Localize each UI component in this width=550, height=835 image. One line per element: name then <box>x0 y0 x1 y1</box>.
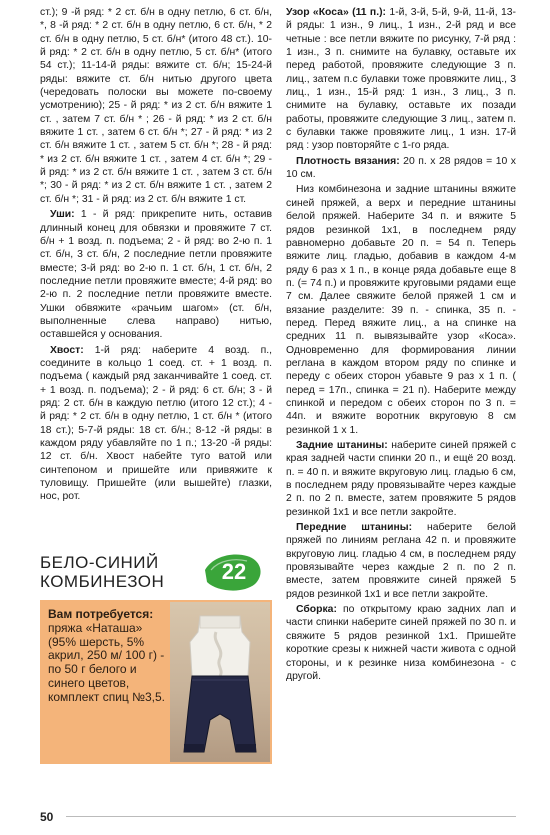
assembly-paragraph <box>286 603 516 683</box>
project-number-badge <box>203 548 265 592</box>
pattern-paragraph <box>286 6 516 153</box>
back-legs-paragraph <box>286 439 516 519</box>
ears-heading: Уши: <box>50 209 75 221</box>
assembly-text: по открытому краю задних лап и части спинки наберите синей пряжей по 30 п. и свяжите 5 рядов резинкой 1х1. Пришейте короткие срезы к нижней части живота с одной стороны, и к резинке низа комбинезона - с другой. <box>286 604 516 682</box>
title-line-2: КОМБИНЕЗОН <box>40 572 165 591</box>
badge-number: 22 <box>221 559 247 584</box>
pattern-text: 1-й, 3-й, 5-й, 9-й, 11-й, 13-й ряды: 1 изн., 9 лиц., 1 изн., 2-й ряд и все четные : все петли вяжите по рисунку, 7-й ряд : 1 изн., 3 п. снимите на булавку, оставьте их перед работой, провяжите следующие 3 п. лиц., затем п.с булавки тоже провяжите лиц., 3 лиц., 1 изн., 15-й ряд: 1 изн., 3 лиц., 3 п. снимите на булавку, оставьте их позади работы, провяжите следующие 3 лиц., затем п. с булавки также провяжите лиц., 1 изн. 17-й ряд : узор повторяйте с 1-го ряда. <box>286 7 517 152</box>
tail-text: 1-й ряд: наберите 4 возд. п., соедините в кольцо 1 соед. ст. + 1 возд. п. подъема ( каждый ряд заканчивайте 1 соед. ст. + 1 возд. п. подъема); 2 - й ряд: 6 ст. б/н; 3 - й ряд: 2 ст. б/н в каждую петлю (итого 12 ст.); 4 - й ряд: * 2 ст. б/н в одну петлю, 1 ст. б/н * (итого 18 ст.); 5-7-й ряды: 18 ст. б/н.; 8-12 -й ряды: в каждом ряду убавляйте по 1 п.; 13-20 -й ряды: 12 ст. б/н. Хвост набейте туго ватой или синтепоном и пришейте или привяжите к туловищу. Пришейте (или вышейте) глазки, нос, рот. <box>40 344 272 503</box>
garment-photo <box>170 602 270 762</box>
materials-box <box>40 600 272 764</box>
back-legs-text: наберите синей пряжей с края задней части спинки 20 п., и ещё 20 возд. п. = 40 п. и вяжите вкруговую лиц. гладью 6 см, в последнем ряду провязывайте через каждые 2 п. по 2 п. вместе, затем провяжите 5 рядов резинкой 1х1 и все петли закройте. <box>286 440 516 518</box>
front-legs-paragraph <box>286 521 516 601</box>
left-column <box>40 6 272 504</box>
density-heading: Плотность вязания: <box>296 155 400 167</box>
materials-text-block <box>48 608 166 705</box>
density-paragraph <box>286 155 516 182</box>
body-paragraph: Низ комбинезона и задние штанины вяжите синей пряжей, а верх и передние штанины белой пряжей. Наберите 34 п. и вяжите 5 рядов резинкой 1х1, в последнем ряду равномерно добавьте 20 п. = 54 п. Теперь вяжите лиц. гладью, добавив в каждом 4-м ряду 6 раз х 1 п., в конце ряда добавьте еще 8 п. (= 74 п.) и провяжите круговыми рядами еще 7 см. Далее свяжите белой пряжей 1 см и вязание разделите: 39 п. - спинка, 35 п. - перед. Перед вяжите лиц., а на спинке на средних 11 п. вывязывайте узор «Коса». Одновременно для формирования линии реглана в каждом втором ряду по спинке и переду с обеих сторон убавьте 9 раз х 1 п. ( перед = 17п., спинка = 21 п). Наберите между спинкой и передом с обеих сторон по 3 п. = 44п. и вяжите воротник вкруговую 8 см резинкой 1 х 1. <box>286 184 516 436</box>
materials-list: пряжа «Наташа» (95% шерсть, 5% акрил, 250 м/ 100 г) - по 50 г белого и синего цветов, комплект спиц №3,5. <box>48 620 165 704</box>
density-text: 20 п. х 28 рядов = 10 х 10 см. <box>286 155 517 181</box>
ears-paragraph <box>40 208 272 341</box>
head-pattern-paragraph: ст.); 9 -й ряд: * 2 ст. б/н в одну петлю, 6 ст. б/н, *, 8 -й ряд: * 2 ст. б/н в одну петлю, 6 ст. б/н, * 2 ст. б/н в одну петлю, 5 ст. б/н* (итого 48 ст.). 10-й ряд: * 2 ст. б/н в одну петлю, 5 ст. б/н* (итого 54 ст.); 11-14-й ряды: вяжите ст. б/н; 15-24-й ряды: вяжите ст. б/н нитью другого цвета (чередовать полоски вы можете по-своему усмотрению); 25 - й ряд: * из 2 ст. б/н вяжите 1 ст. , затем 7 ст. б/н * ; 26 - й ряд: * из 2 ст. б/н вяжите 1 ст. , затем 6 ст. б/н *; 27 - й ряд: * из 2 ст. б/н вяжите 1 ст. , затем 5 ст. б/н *; 28 - й ряд: * из 2 ст. б/н вяжите 1 ст. , затем 4 ст. б/н *; 29 - й ряд: * из 2 ст. б/н вяжите 1 ст. , затем 3 ст. б/н *; 30 - й ряд: * из 2 ст. б/н вяжите 1 ст. , затем 2 ст. б/н *; 31 - й ряд: из 2 ст. б/н вяжите 1 ст. <box>40 7 272 205</box>
tail-heading: Хвост: <box>50 344 84 356</box>
materials-heading: Вам потребуется: <box>48 607 154 621</box>
pattern-heading: Узор «Коса» (11 п.): <box>286 7 387 18</box>
back-legs-heading: Задние штанины: <box>296 440 388 451</box>
badge-shape <box>203 548 265 592</box>
ears-text: 1 - й ряд: прикрепите нить, оставив длинный конец для обвязки и провяжите 7 ст. б/н + 1 возд. п. подъема; 2 - й ряд: во 2-ю п. 1 ст. б/н, 3 ст. б/н, 2 последние петли провяжите вместе; 3-й ряд: во 2-ю п. 1 ст. б/н, 1 ст. б/н, 2 последние петли провяжите вместе; 4-й ряд: во 2-ю п. 2 последние петли провяжите вместе. Ушки обвяжите «рачьим шагом» (ст. б/н, выполненные слева направо) нитью, оставшейся у основания. <box>40 209 272 341</box>
page-number: 50 <box>40 810 54 824</box>
tail-paragraph <box>40 344 272 504</box>
jumpsuit-illustration <box>170 602 270 762</box>
front-legs-heading: Передние штанины: <box>296 522 413 534</box>
right-column <box>286 6 516 683</box>
front-legs-text: наберите белой пряжей по линиям реглана 42 п. и провяжите вкруговую лиц. гладью 4 см, в последнем ряду провязывайте через каждые 2 п. по 2 п. вместе, затем провяжите синей пряжей 5 рядов резинкой 1х1 и все петли закройте. <box>286 522 516 600</box>
footer-divider <box>66 816 516 817</box>
title-line-1: БЕЛО-СИНИЙ <box>40 553 159 572</box>
assembly-heading: Сборка: <box>296 604 337 616</box>
